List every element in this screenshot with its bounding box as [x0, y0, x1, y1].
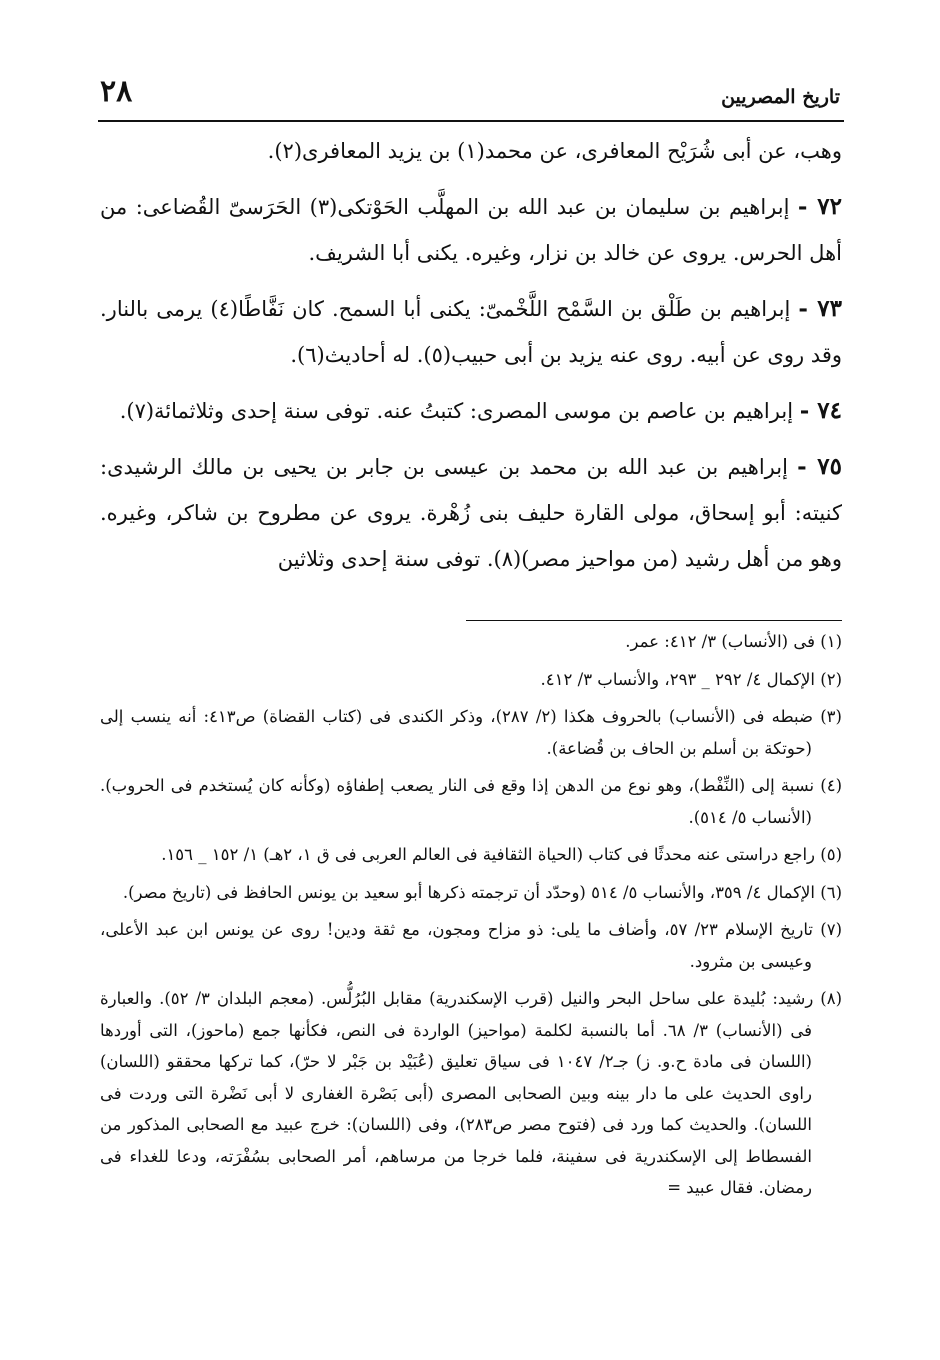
entry-74	[100, 388, 842, 434]
entry-text: إبراهيم بن عاصم بن موسى المصرى: كتبتُ عنه. توفى سنة إحدى وثلاثمائة(٧).	[119, 399, 794, 423]
entry-number: ٧٤ -	[799, 397, 842, 424]
entry-number: ٧٥ -	[797, 453, 842, 480]
entry-72	[100, 184, 842, 276]
footnote-rule	[466, 620, 842, 621]
footnote-3: (٣) ضبطه فى (الأنساب) بالحروف هكذا (٢/ ٢٨٧)، وذكر الكندى فى (كتاب القضاة) ص٤١٣: أنه ينسب إلى (حوتكة بن أسلم بن الحاف بن قُضاعة).	[100, 707, 842, 758]
footnote-5: (٥) راجع دراستى عنه محدثًا فى كتاب (الحياة الثقافية فى العالم العربى فى ق ١، ٢هـ) ١/ ١٥٢ _ ١٥٦.	[161, 845, 842, 864]
entry-75	[100, 444, 842, 582]
entry-text: إبراهيم بن عبد الله بن محمد بن عيسى بن جابر بن يحيى بن مالك الرشيدى: كنيته: أبو إسحاق، مولى القارة حليف بنى زُهْرة. يروى عن مطروح بن شاكر، وغيره. وهو من أهل رشيد (من مواحيز مصر)(٨). توفى سنة إحدى وثلاثين	[100, 455, 842, 571]
entry-text: إبراهيم بن سليمان بن عبد الله بن المهلَّب الحَوْتكى(٣) الحَرَسىّ القُضاعى: من أهل الحرس. يروى عن خالد بن نزار، وغيره. يكنى أبا الشريف.	[100, 195, 842, 265]
footnote-8: (٨) رشيد: بُليدة على ساحل البحر والنيل (قرب الإسكندرية) مقابل البُرُلُّس. (معجم البلدان ٣/ ٥٢). والعبارة فى (الأنساب) ٣/ ٦٨. أما بالنسبة لكلمة (مواحيز) الواردة فى النص، فكأنها جمع (ماحوز)، التى أوردها (اللسان فى مادة ح.و. ز) جـ٢/ ١٠٤٧ فى سياق تعليق (عُبَيْد بن جَبْر لا حرّ)، كما تركها محققو (اللسان) راوى الحديث على ما دار بينه وبين الصحابى المصرى (أبى بَصْرة الغفارى لا أبى نَضْرة التى وردت فى اللسان). والحديث كما ورد فى (فتوح مصر ص٢٨٣)، وفى (اللسان): خرج عبيد مع الصحابى المذكور من الفسطاط إلى الإسكندرية فى سفينة، فلما خرجا من مرساهم، أمر الصحابى بسُفْرَته، ودعا للغداء فى رمضان. فقال عبيد =	[100, 989, 843, 1197]
entry-text: إبراهيم بن طَلْق بن السَّمْح اللَّخْمىّ: يكنى أبا السمح. كان نَفَّاطًا(٤) يرمى بالنار. وقد روى عن أبيه. روى عنه يزيد بن أبى حبيب(٥). له أحاديث(٦).	[100, 297, 842, 367]
page-number: ٢٨	[100, 74, 133, 109]
footnote-1: (١) فى (الأنساب) ٣/ ٤١٢: عمر.	[625, 632, 842, 651]
footnote-2: (٢) الإكمال ٤/ ٢٩٢ _ ٢٩٣، والأنساب ٣/ ٤١٢.	[540, 669, 842, 689]
footnote-7: (٧) تاريخ الإسلام ٢٣/ ٥٧، وأضاف ما يلى: ذو مزاح ومجون، مع ثقة ودين! روى عن يونس ابن عبد الأعلى، وعيسى بن مثرود.	[100, 920, 842, 971]
running-title: تاريخ المصريين	[721, 86, 840, 108]
footnote-4: (٤) نسبة إلى (النِّفْط)، وهو نوع من الدهن إذا وقع فى النار يصعب إطفاؤه (وكأنه كان يُستخدم فى الحروب). (الأنساب ٥/ ٥١٤).	[100, 776, 842, 827]
entry-number: ٧٣ -	[798, 295, 842, 322]
footnotes	[100, 626, 842, 1210]
main-text	[100, 128, 842, 592]
entry-73	[100, 286, 842, 378]
header-rule	[98, 120, 844, 122]
page-header	[100, 70, 840, 118]
paragraph-continuation: وهب، عن أبى شُرَيْح المعافرى، عن محمد(١) بن يزيد المعافرى(٢).	[267, 139, 842, 163]
footnote-6: (٦) الإكمال ٤/ ٣٥٩، والأنساب ٥/ ٥١٤ (وحدّد أن ترجمته ذكرها أبو سعيد بن يونس الحافظ فى (تاريخ مصر).	[122, 882, 842, 902]
entry-number: ٧٢ -	[797, 193, 842, 220]
